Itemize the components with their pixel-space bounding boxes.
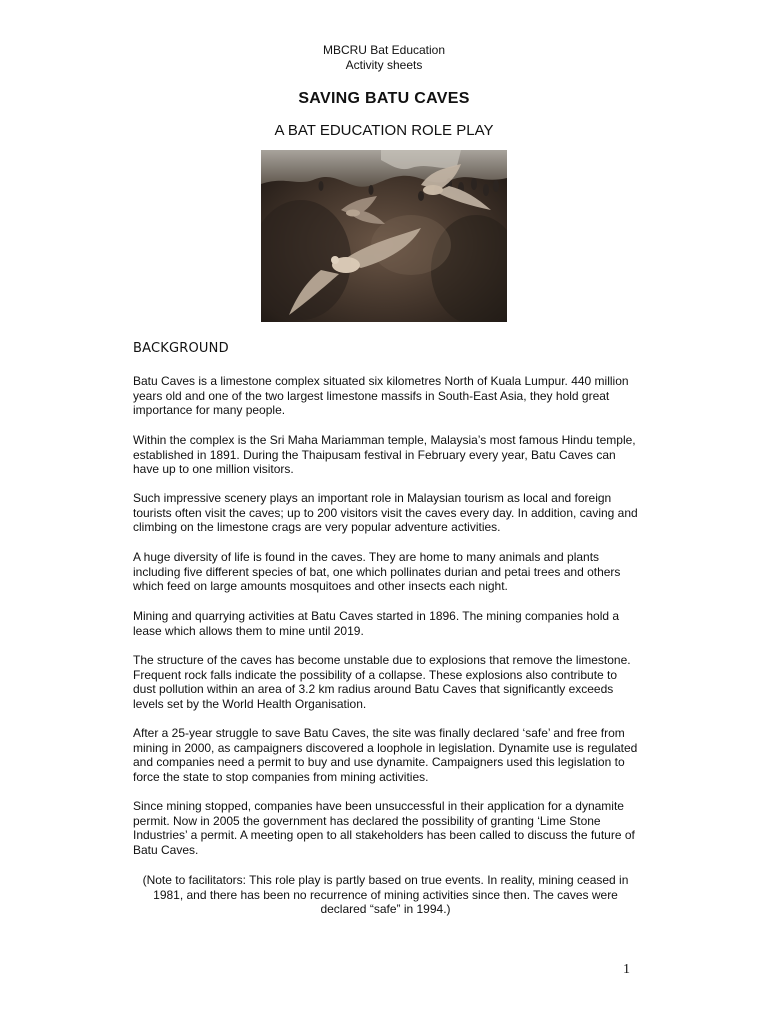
page-number: 1 [623,962,630,977]
header-line-1: MBCRU Bat Education [322,43,446,57]
paragraph-8: Since mining stopped, companies have been unsuccessful in their application for a dynamite permit. Now in 2005 the government has declared the possibility of granting ‘Lime Stone Industries’ a permit. A meeting open to all stakeholders has been called to discuss the future of Batu Caves. [133,799,635,857]
section-heading-background: BACKGROUND [133,341,229,356]
header-line-2: Activity sheets [345,58,423,72]
paragraph-4: A huge diversity of life is found in the caves. They are home to many animals and plants including five different species of bat, one which pollinates durian and petai trees and others which feed on large amounts mosquitoes and other insects each night. [133,550,621,594]
paragraph-6: The structure of the caves has become unstable due to explosions that remove the limestone. Frequent rock falls indicate the possibility of a collapse. These explosions also contribute to dust pollution within an area of 3.2 km radius around Batu Caves that significantly exceeds levels set by the World Health Organisation. [133,653,631,711]
paragraph-5: Mining and quarrying activities at Batu Caves started in 1896. The mining companies hold a lease which allows them to mine until 2019. [133,609,620,638]
paragraph-1: Batu Caves is a limestone complex situated six kilometres North of Kuala Lumpur. 440 million years old and one of the two largest limestone massifs in South-East Asia, they hold great importance for many people. [133,374,629,418]
paragraph-3: Such impressive scenery plays an important role in Malaysian tourism as local and foreign tourists often visit the caves; up to 200 visitors visit the caves every day. In addition, caving and climbing on the limestone crags are very popular adventure activities. [133,491,638,535]
bat-cave-illustration [261,150,507,322]
facilitator-note: (Note to facilitators: This role play is partly based on true events. In reality, mining ceased in 1981, and there has been no recurrence of mining activities since then. The caves were declared “safe” in 1994.) [142,873,629,917]
bat-cave-photo [261,150,507,322]
page-subtitle: A BAT EDUCATION ROLE PLAY [274,122,494,139]
paragraph-2: Within the complex is the Sri Maha Mariamman temple, Malaysia’s most famous Hindu temple, established in 1891. During the Thaipusam festival in February every year, Batu Caves can have up to one million visitors. [133,433,636,477]
paragraph-7: After a 25-year struggle to save Batu Caves, the site was finally declared ‘safe’ and free from mining in 2000, as campaigners discovered a loophole in legislation. Dynamite use is regulated and companies need a permit to buy and use dynamite. Campaigners used this legislation to force the state to stop companies from mining activities. [133,726,638,784]
page-title: SAVING BATU CAVES [298,90,470,107]
